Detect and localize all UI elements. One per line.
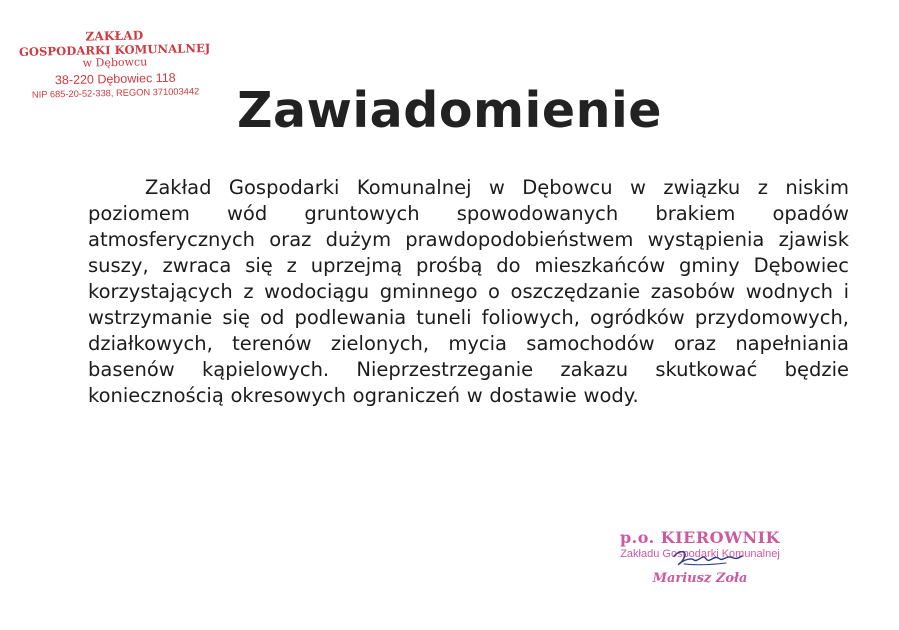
signature-role: p.o. KIEROWNIK [619,528,781,547]
stamp-tax-ids: NIP 685-20-52-338, REGON 371003442 [31,86,200,100]
signature-unit: Zakładu Gospodarki Komunalnej [620,548,780,560]
stamp-line-3: w Dębowcu [82,55,148,70]
stamp-line-1: ZAKŁAD [85,28,144,44]
stamp-line-2: GOSPODARKI KOMUNALNEJ [18,40,211,59]
document-title: Zawiadomienie [237,82,662,139]
handwritten-signature [670,538,750,578]
stamp-address: 38-220 Dębowiec 118 [54,70,176,87]
notice-body: Zakład Gospodarki Komunalnej w Dębowcu w związku z niskim poziomem wód gruntowych spowodowanych brakiem opadów atmosferycznych oraz dużym prawdopodobieństwem wystąpienia zjawisk suszy, zwraca się z uprzejmą prośbą do mieszkańców gminy Dębowiec korzystających z wodociągu gminnego o oszczędzanie zasobów wodnych i wstrzymanie się od podlewania tuneli foliowych, ogródków przydomowych, działkowych, terenów zielonych, mycia samochodów oraz napełniania basenów kąpielowych. Nieprzestrzeganie zakazu skutkować będzie koniecznością okresowych ograniczeń w dostawie wody. [88,176,849,407]
signature-name: Mariusz Zoła [652,571,748,586]
